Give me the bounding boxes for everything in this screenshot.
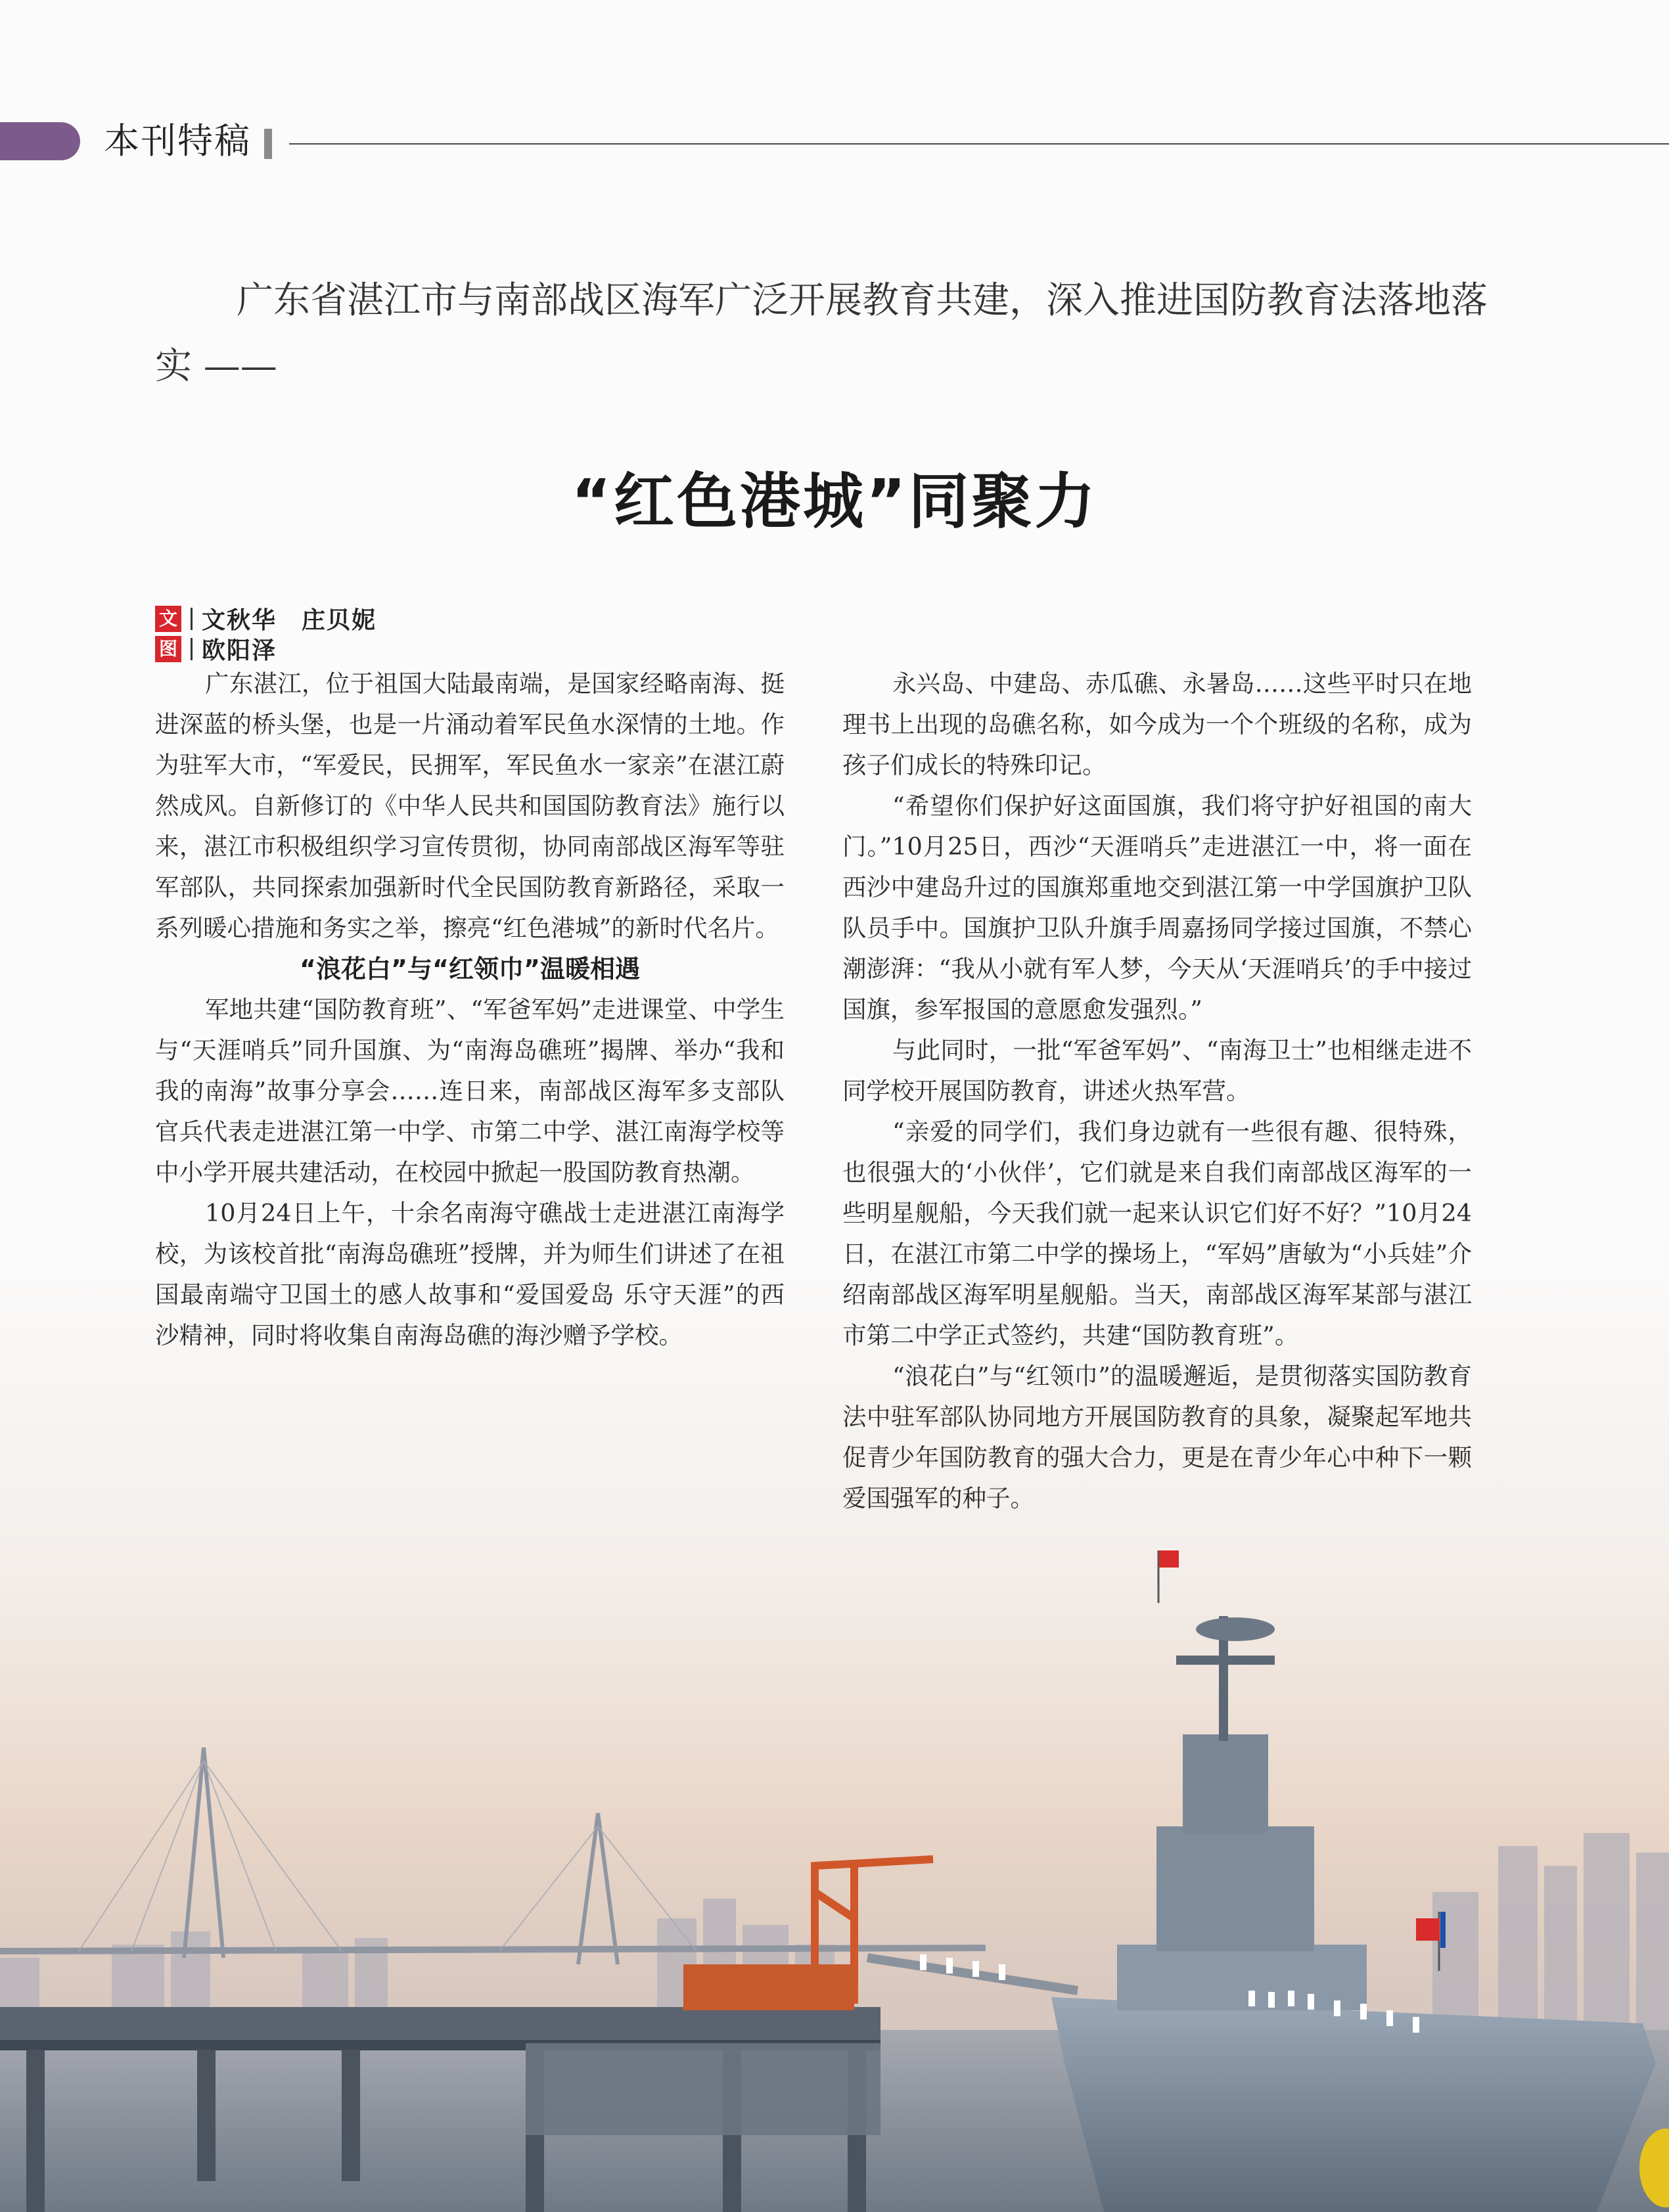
paragraph: 军地共建“国防教育班”、“军爸军妈”走进课堂、中学生与“天涯哨兵”同升国旗、为“南海岛礁班”揭牌、举办“我和我的南海”故事分享会……连日来，南部战区海军多支部队官兵代表走进湛江第一中学、市第二中学、湛江南海学校等中小学开展共建活动，在校园中掀起一股国防教育热潮。 [155,995,785,1186]
left-column [155,664,785,1356]
section-subhead: “浪花白”与“红领巾”温暖相遇 [300,955,640,983]
section-divider [264,129,272,159]
byline-separator [191,608,193,630]
byline-text [155,602,377,635]
byline-photo-tag: 图 [155,636,181,662]
byline-text-tag: 文 [155,606,181,632]
article-lede: 广东省湛江市与南部战区海军广泛开展教育共建，深入推进国防教育法落地落实 —— [155,279,1488,388]
paragraph: 10月24日上午，十余名南海守礁战士走进湛江南海学校，为该校首批“南海岛礁班”授牌，并为师生们讲述了在祖国最南端守卫国土的感人故事和“爱国爱岛 乐守天涯”的西沙精神，同时将收集自南海岛礁的海沙赠予学校。 [155,1199,785,1349]
byline-separator [191,638,193,660]
paragraph: 永兴岛、中建岛、赤瓜礁、永暑岛……这些平时只在地理书上出现的岛礁名称，如今成为一个个班级的名称，成为孩子们成长的特殊印记。 [842,669,1472,779]
paragraph: 广东湛江，位于祖国大陆最南端，是国家经略南海、挺进深蓝的桥头堡，也是一片涌动着军民鱼水深情的土地。作为驻军大市，“军爱民，民拥军，军民鱼水一家亲”在湛江蔚然成风。自新修订的《中华人民共和国国防教育法》施行以来，湛江市积极组织学习宣传贯彻，协同南部战区海军等驻军部队，共同探索加强新时代全民国防教育新路径，采取一系列暖心措施和务实之举，擦亮“红色港城”的新时代名片。 [155,669,785,942]
byline-photo-author: 欧阳泽 [202,637,277,664]
paragraph: “希望你们保护好这面国旗，我们将守护好祖国的南大门。”10月25日，西沙“天涯哨兵”走进湛江一中，将一面在西沙中建岛升过的国旗郑重地交到湛江第一中学国旗护卫队队员手中。国旗护卫队升旗手周嘉扬同学接过国旗，不禁心潮澎湃：“我从小就有军人梦，今天从‘天涯哨兵’的手中接过国旗，参军报国的意愿愈发强烈。” [842,792,1472,1024]
right-column [842,664,1472,1519]
section-label: 本刊特稿 [104,120,251,162]
header-rule [289,143,1669,145]
paragraph: 与此同时，一批“军爸军妈”、“南海卫士”也相继走进不同学校开展国防教育，讲述火热军营。 [842,1036,1472,1105]
section-tab-marker [0,122,80,160]
paragraph: “浪花白”与“红领巾”的温暖邂逅，是贯彻落实国防教育法中驻军部队协同地方开展国防教育的具象，凝聚起军地共促青少年国防教育的强大合力，更是在青少年心中种下一颗爱国强军的种子。 [842,1362,1472,1512]
article-title: “红色港城”同聚力 [571,466,1098,537]
byline-text-authors: 文秋华 庄贝妮 [202,607,377,634]
paragraph: “亲爱的同学们，我们身边就有一些很有趣、很特殊，也很强大的‘小伙伴’，它们就是来自我们南部战区海军的一些明星舰船，今天我们就一起来认识它们好不好？”10月24日，在湛江市第二中学的操场上，“军妈”唐敏为“小兵娃”介绍南部战区海军明星舰船。当天，南部战区海军某部与湛江市第二中学正式签约，共建“国防教育班”。 [842,1117,1472,1349]
byline-photo [155,632,277,666]
